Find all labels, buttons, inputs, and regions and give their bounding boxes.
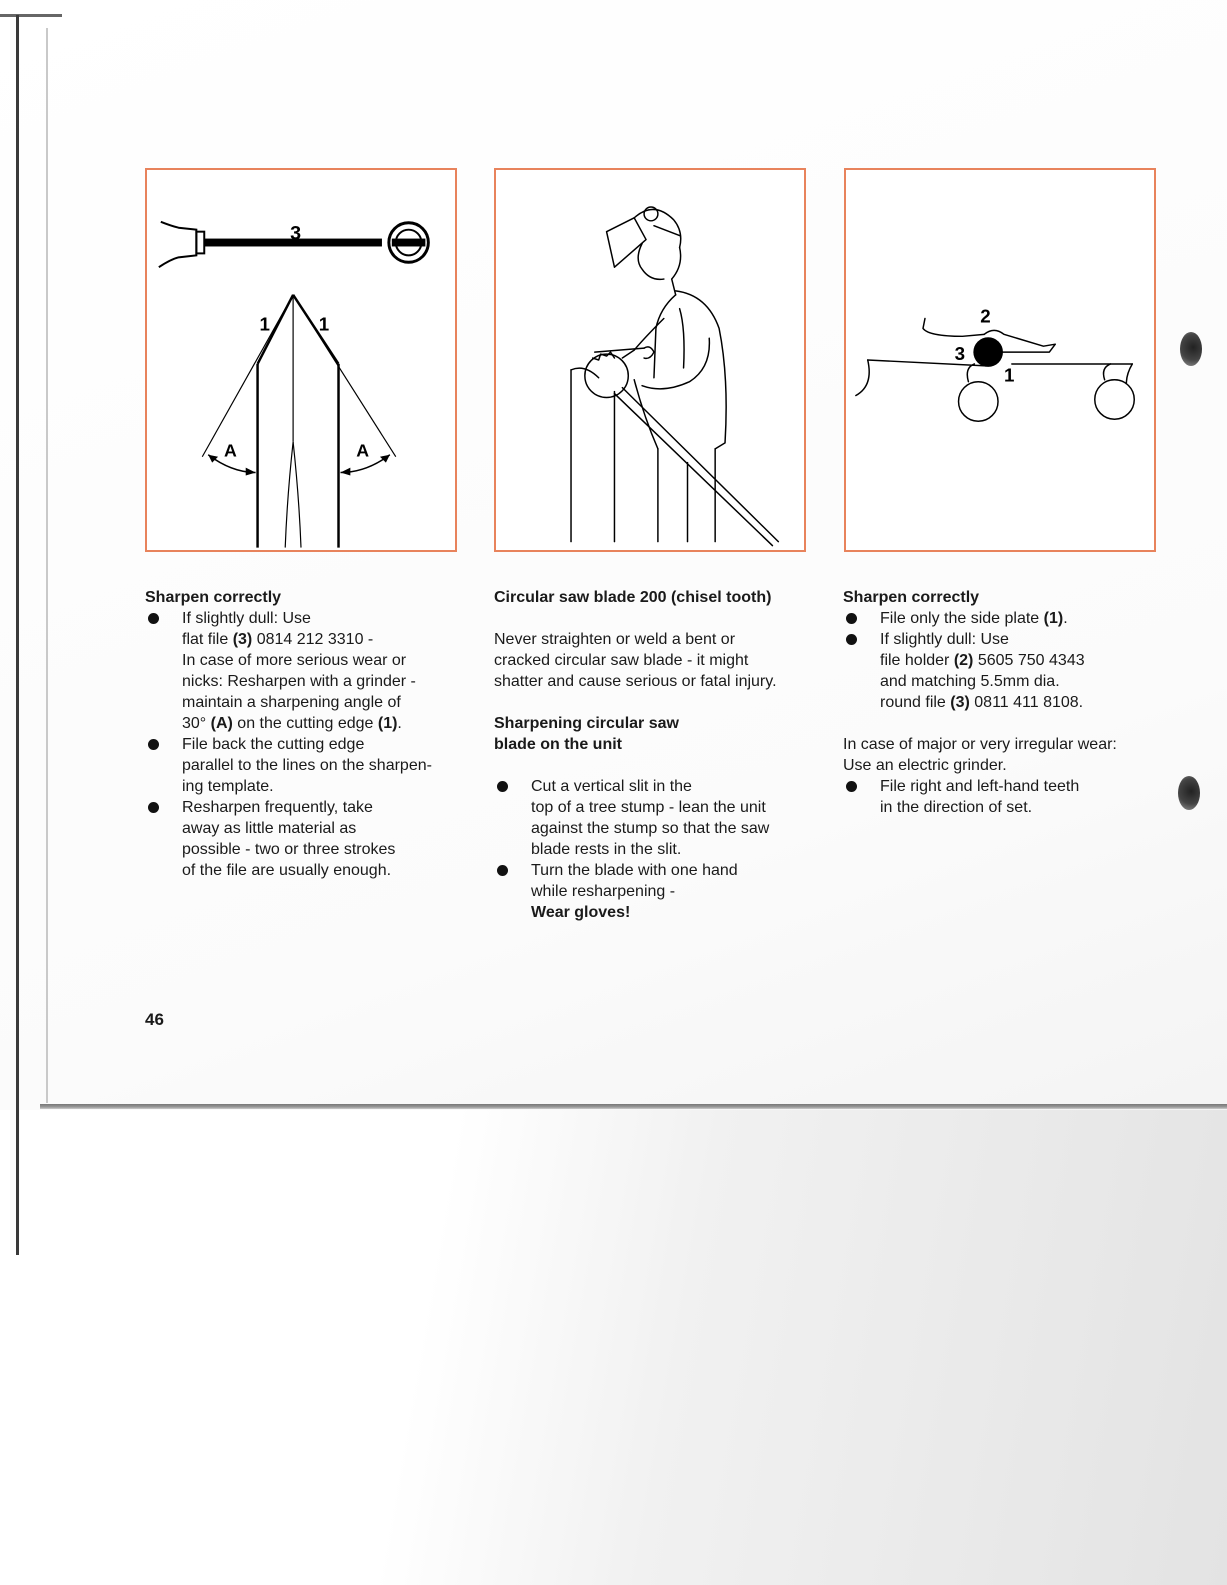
label-file-3: 3 [954,343,966,364]
list-item: File only the side plate (1). [843,608,1173,629]
page-edge-left [16,15,19,1255]
list-item: Turn the blade with one hand while resharpening - Wear gloves! [494,860,814,923]
major-wear-paragraph: In case of major or very irregular wear: Use an electric grinder. [843,736,1117,774]
figure-file-holder [844,168,1156,552]
scanner-shadow [0,1110,1227,1585]
label-holder-2: 2 [980,305,991,327]
punch-hole-bottom [1178,776,1200,810]
list-item: If slightly dull: Use file holder (2) 5605 750 4343 and matching 5.5mm dia. round file (3) 0811 411 8108. [843,629,1173,713]
punch-hole-top [1180,332,1202,366]
label-edge-right-1: 1 [318,313,330,335]
page-edge-top [0,14,62,17]
page-edge-bottom [40,1104,1227,1109]
heading-sharpening-on-unit: Sharpening circular saw blade on the unit [494,715,679,753]
warning-paragraph: Never straighten or weld a bent or cracked circular saw blade - it might shatter and cause serious or fatal injury. [494,631,777,690]
left-bullet-list [145,608,465,881]
list-item: Resharpen frequently, take away as little material as possible - two or three strokes of the file are usually enough. [145,797,465,881]
list-item: Cut a vertical slit in the top of a tree stump - lean the unit against the stump so that the saw blade rests in the slit. [494,776,814,860]
label-angle-left-a: A [224,440,237,461]
list-item: If slightly dull: Use flat file (3) 0814 212 3310 - In case of more serious wear or nicks: Resharpen with a grinder - maintain a sharpening angle of 30° (A) on the cutting edge (1). [145,608,465,734]
figure-sharpening-template [145,168,457,552]
heading-circular-saw-blade: Circular saw blade 200 (chisel tooth) [494,589,772,606]
heading-sharpen-correctly: Sharpen correctly [843,589,980,606]
right-bullet-list-2 [843,776,1173,818]
file-holder-drawing [846,170,1154,550]
middle-bullet-list [494,776,814,923]
operator-illustration [496,170,804,550]
list-item: File back the cutting edge parallel to the lines on the sharpen- ing template. [145,734,465,797]
list-item: File right and left-hand teeth in the direction of set. [843,776,1173,818]
label-angle-right-a: A [356,440,370,461]
page-edge-inner [46,28,48,1103]
label-file-3: 3 [290,222,302,245]
column-right [843,587,1173,818]
wear-gloves-warning: Wear gloves! [531,904,631,921]
heading-sharpen-correctly: Sharpen correctly [145,589,282,606]
label-edge-left-1: 1 [259,313,270,335]
column-middle [494,587,814,923]
right-bullet-list-1 [843,608,1173,713]
column-left [145,587,465,881]
label-plate-1: 1 [1003,364,1015,386]
figure-sharpening-on-unit [494,168,806,552]
page-number: 46 [145,1010,164,1029]
sharpening-template-drawing [147,170,455,550]
